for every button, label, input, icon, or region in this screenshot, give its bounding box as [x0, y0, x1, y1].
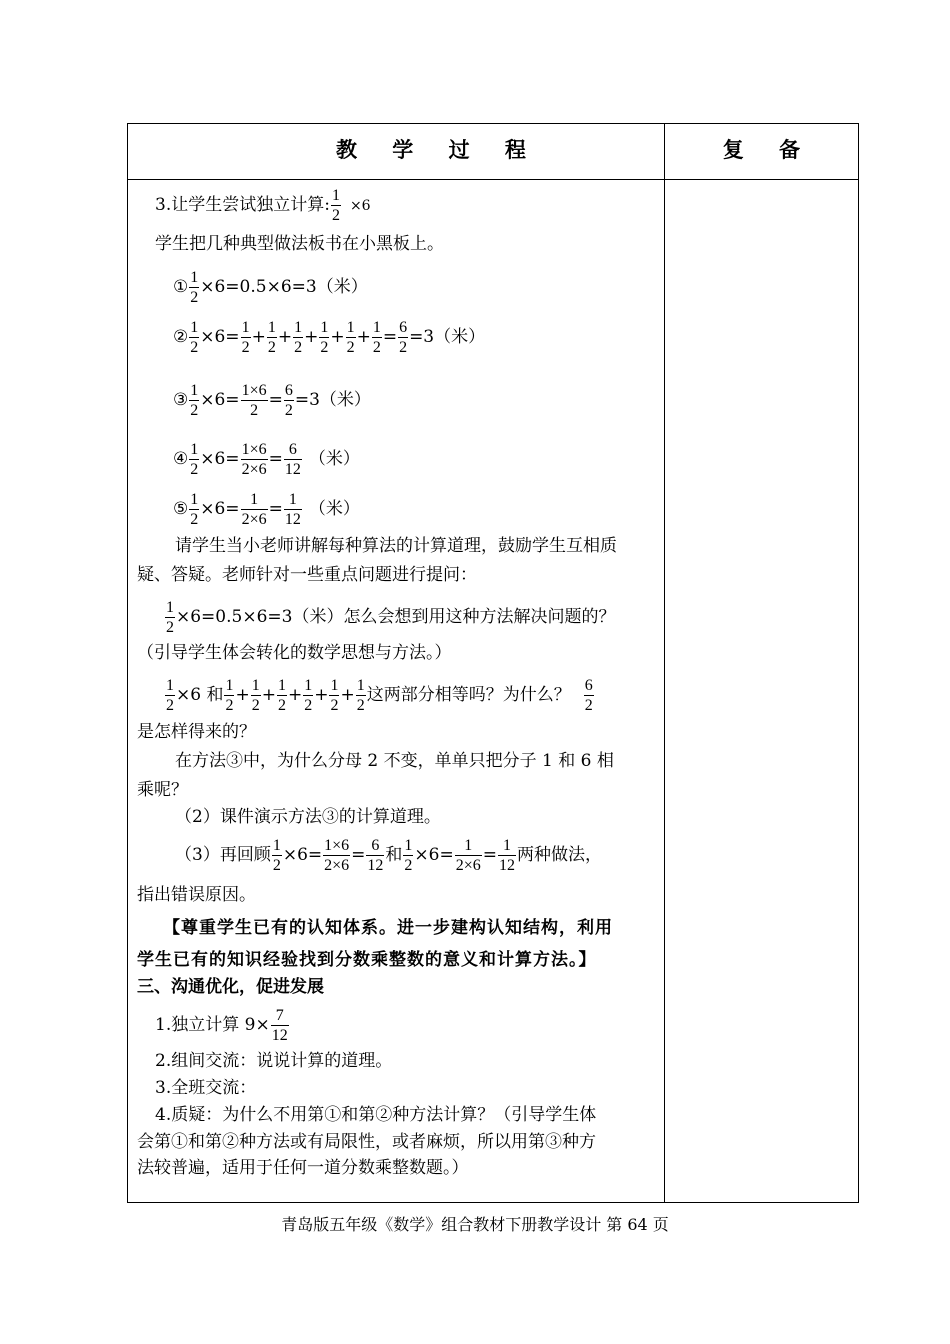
question-1 [164, 598, 615, 637]
denominator: 2 [241, 339, 250, 356]
item-1 [155, 1006, 290, 1045]
method-1-mark: ① [173, 277, 189, 297]
item-4-line3: 法较普遍，适用于任何一道分数乘整数题。） [137, 1158, 469, 1178]
numerator: 6 [584, 677, 593, 694]
item-1-text: 1.独立计算 9× [155, 1015, 270, 1035]
denominator: 2 [190, 402, 199, 419]
denominator: 2×6 [455, 857, 481, 874]
question-3-tail: 乘呢？ [137, 780, 188, 800]
denominator: 12 [499, 857, 516, 874]
numerator: 1 [320, 319, 329, 336]
denominator: 2 [190, 289, 199, 306]
numerator: 1 [241, 319, 250, 336]
step-2: （2）课件演示方法③的计算道理。 [175, 807, 441, 827]
fraction [323, 836, 350, 875]
fraction-product [241, 381, 268, 420]
question-2: $\frac{1}{2}$ ×6 和 $\frac{1}{2}$ + $\frac{1}{2}$ + $\frac{1}{2}$ + $\frac{1}{2}$ + $\frac{1}{2}$ + $\frac{1}{2}$ 这两部分相等吗？为什么？ $\frac{6}{2}$ [166, 677, 593, 714]
numerator: 1×6 [241, 441, 267, 458]
denominator: 2×6 [324, 857, 350, 874]
fraction [403, 836, 413, 875]
denominator: 12 [284, 461, 301, 478]
denominator: 2 [272, 857, 281, 874]
fraction [284, 490, 302, 529]
numerator: 1×6 [241, 382, 267, 399]
question-2-tail: 是怎样得来的？ [137, 722, 256, 742]
question-2-text: 这两部分相等吗？为什么？ [366, 685, 571, 705]
fraction [293, 318, 303, 357]
numerator: 1 [272, 837, 281, 854]
numerator: 1 [404, 837, 413, 854]
step-3: （3）再回顾 $\frac{1}{2}$ ×6= $\frac{1\times 6}{2\times 6}$ = $\frac{6}{12}$ 和 $\frac{1}{2}$ ×6= $\frac{1}{2\times 6}$ = $\frac{1}{12}$ 两种做法， [175, 837, 603, 874]
fraction [455, 836, 482, 875]
numerator: 1 [372, 319, 381, 336]
numerator: 1 [166, 677, 174, 694]
method-1 [173, 268, 368, 307]
paragraph-line: 请学生当小老师讲解每种算法的计算道理，鼓励学生互相质 [175, 536, 617, 556]
method-5: ⑤ $\frac{1}{2}$ ×6= $\frac{1}{2\times 6}$ = $\frac{1}{12}$ （米） [173, 491, 360, 528]
fraction-six-halves [398, 318, 408, 357]
fraction [498, 836, 516, 875]
step-3-head: （3）再回顾 [175, 845, 271, 865]
denominator: 12 [271, 1027, 288, 1044]
numerator: 6 [288, 441, 297, 458]
denominator: 2 [330, 697, 339, 714]
design-note: 【尊重学生已有的认知体系。进一步建构认知结构，利用 [163, 918, 613, 938]
fraction [284, 381, 294, 420]
numerator: 1 [166, 599, 174, 616]
fraction [165, 676, 175, 715]
method-3-mark: ③ [173, 390, 189, 410]
fraction [356, 676, 366, 715]
design-note: 学生已有的知识经验找到分数乘整数的意义和计算方法。】 [137, 950, 597, 970]
method-4-tail: （米） [308, 449, 360, 469]
numerator: 1 [356, 677, 365, 694]
method-4-eq: ×6= [200, 449, 240, 469]
header-teaching-process: 教 学 过 程 [336, 137, 540, 162]
numerator: 1 [330, 677, 339, 694]
step-3-tail: 两种做法， [517, 845, 603, 865]
numerator: 1 [251, 677, 260, 694]
denominator: 2×6 [241, 461, 267, 478]
item-3: 3.全班交流： [155, 1078, 257, 1098]
denominator: 2 [399, 339, 408, 356]
fraction [189, 490, 199, 529]
task-3 [155, 186, 371, 225]
numerator: 7 [275, 1007, 284, 1024]
step-3-line2: 指出错误原因。 [137, 885, 256, 905]
numerator: 1 [250, 491, 259, 508]
task-3-tail: ×6 [349, 198, 371, 214]
method-2: ② $\frac{1}{2}$ ×6= $\frac{1}{2}$ + $\frac{1}{2}$ + $\frac{1}{2}$ + $\frac{1}{2}$ + $\frac{1}{2}$ + $\frac{1}{2}$ = $\frac{6}{2}$ =3（米） [173, 319, 486, 356]
item-4: 4.质疑：为什么不用第①和第②种方法计算？（引导学生体 [155, 1105, 597, 1125]
fraction [271, 1006, 289, 1045]
board-intro: 学生把几种典型做法板书在小黑板上。 [155, 234, 444, 254]
numerator: 6 [371, 837, 380, 854]
fraction [251, 676, 261, 715]
fraction [224, 676, 234, 715]
numerator: 6 [284, 382, 293, 399]
denominator: 2 [346, 339, 355, 356]
fraction [241, 490, 268, 529]
denominator: 2 [241, 400, 268, 420]
fraction [372, 318, 382, 357]
method-3-tail: =3（米） [294, 390, 371, 410]
numerator: 1 [190, 269, 199, 286]
fraction [277, 676, 287, 715]
method-3: ③ $\frac{1}{2}$ ×6= $\frac{1\times 6}{2}$ = $\frac{6}{2}$ =3（米） [173, 382, 371, 419]
numerator: 1 [304, 677, 313, 694]
fraction [319, 318, 329, 357]
fraction [189, 440, 199, 479]
numerator: 1 [464, 837, 473, 854]
numerator: 1 [294, 319, 303, 336]
question-1-text: ×6=0.5×6=3（米）怎么会想到用这种方法解决问题的？ [176, 607, 616, 627]
denominator: 12 [284, 511, 301, 528]
denominator: 2 [404, 857, 413, 874]
denominator: 2 [267, 339, 276, 356]
denominator: 2 [284, 402, 293, 419]
fraction-half [189, 318, 199, 357]
denominator: 2 [320, 339, 329, 356]
method-2-eq: ×6= [200, 327, 240, 347]
fraction [329, 676, 339, 715]
numerator: 1 [190, 441, 199, 458]
numerator: 1 [190, 382, 199, 399]
numerator: 1 [190, 319, 199, 336]
method-2-mark: ② [173, 327, 189, 347]
fraction [241, 318, 251, 357]
header-review: 复 备 [722, 137, 814, 162]
denominator: 2 [584, 697, 593, 714]
task-3-text: 3.让学生尝试独立计算: [155, 195, 330, 215]
item-4-line2: 会第①和第②种方法或有局限性，或者麻烦，所以用第③种方 [137, 1132, 596, 1152]
denominator: 2 [166, 697, 174, 714]
numerator: 1 [288, 491, 297, 508]
page-footer: 青岛版五年级《数学》组合教材下册教学设计 第 64 页 [281, 1215, 669, 1234]
numerator: 1 [331, 187, 340, 204]
denominator: 2 [166, 619, 174, 636]
numerator: 1 [190, 491, 199, 508]
fraction [165, 598, 175, 637]
paragraph-line: 疑、答疑。老师针对一些重点问题进行提问： [137, 565, 477, 585]
numerator: 1 [503, 837, 512, 854]
method-5-eq: ×6= [200, 499, 240, 519]
denominator: 12 [367, 857, 384, 874]
method-4: ④ $\frac{1}{2}$ ×6= $\frac{1\times 6}{2\times 6}$ = $\frac{6}{12}$ （米） [173, 441, 360, 478]
fraction [303, 676, 313, 715]
numerator: 1 [277, 677, 286, 694]
step-3-eq: ×6= [282, 845, 323, 865]
fraction-half [189, 268, 199, 307]
denominator: 2 [225, 697, 234, 714]
denominator: 2 [356, 697, 365, 714]
item-2: 2.组间交流：说说计算的道理。 [155, 1051, 393, 1071]
question-2-mid: ×6 和 [176, 685, 224, 705]
section-heading: 三、沟通优化，促进发展 [137, 977, 324, 997]
step-3-and: 和 [385, 845, 403, 865]
method-5-mark: ⑤ [173, 499, 189, 519]
denominator: 2 [190, 511, 199, 528]
question-3: 在方法③中，为什么分母 2 不变，单单只把分子 1 和 6 相 [175, 751, 614, 771]
fraction [346, 318, 356, 357]
denominator: 2×6 [241, 511, 267, 528]
denominator: 2 [331, 207, 340, 224]
fraction [584, 676, 594, 715]
fraction [241, 440, 268, 479]
fraction [189, 381, 199, 420]
method-4-mark: ④ [173, 449, 189, 469]
numerator: 6 [399, 319, 408, 336]
fraction-half [331, 186, 341, 225]
denominator: 2 [190, 339, 199, 356]
fraction [267, 318, 277, 357]
fraction [272, 836, 282, 875]
method-3-eq: ×6= [200, 390, 240, 410]
fraction [284, 440, 302, 479]
numerator: 1 [267, 319, 276, 336]
question-1-hint: （引导学生体会转化的数学思想与方法。） [137, 643, 452, 663]
numerator: 1×6 [324, 837, 350, 854]
numerator: 1 [225, 677, 234, 694]
denominator: 2 [304, 697, 313, 714]
method-1-text: ×6=0.5×6=3（米） [200, 277, 368, 297]
denominator: 2 [251, 697, 260, 714]
method-5-tail: （米） [308, 499, 360, 519]
fraction [366, 836, 384, 875]
step-3-eq: ×6= [414, 845, 454, 865]
denominator: 2 [277, 697, 286, 714]
denominator: 2 [294, 339, 303, 356]
denominator: 2 [190, 461, 199, 478]
denominator: 2 [372, 339, 381, 356]
numerator: 1 [346, 319, 355, 336]
method-2-tail: =3（米） [409, 327, 486, 347]
